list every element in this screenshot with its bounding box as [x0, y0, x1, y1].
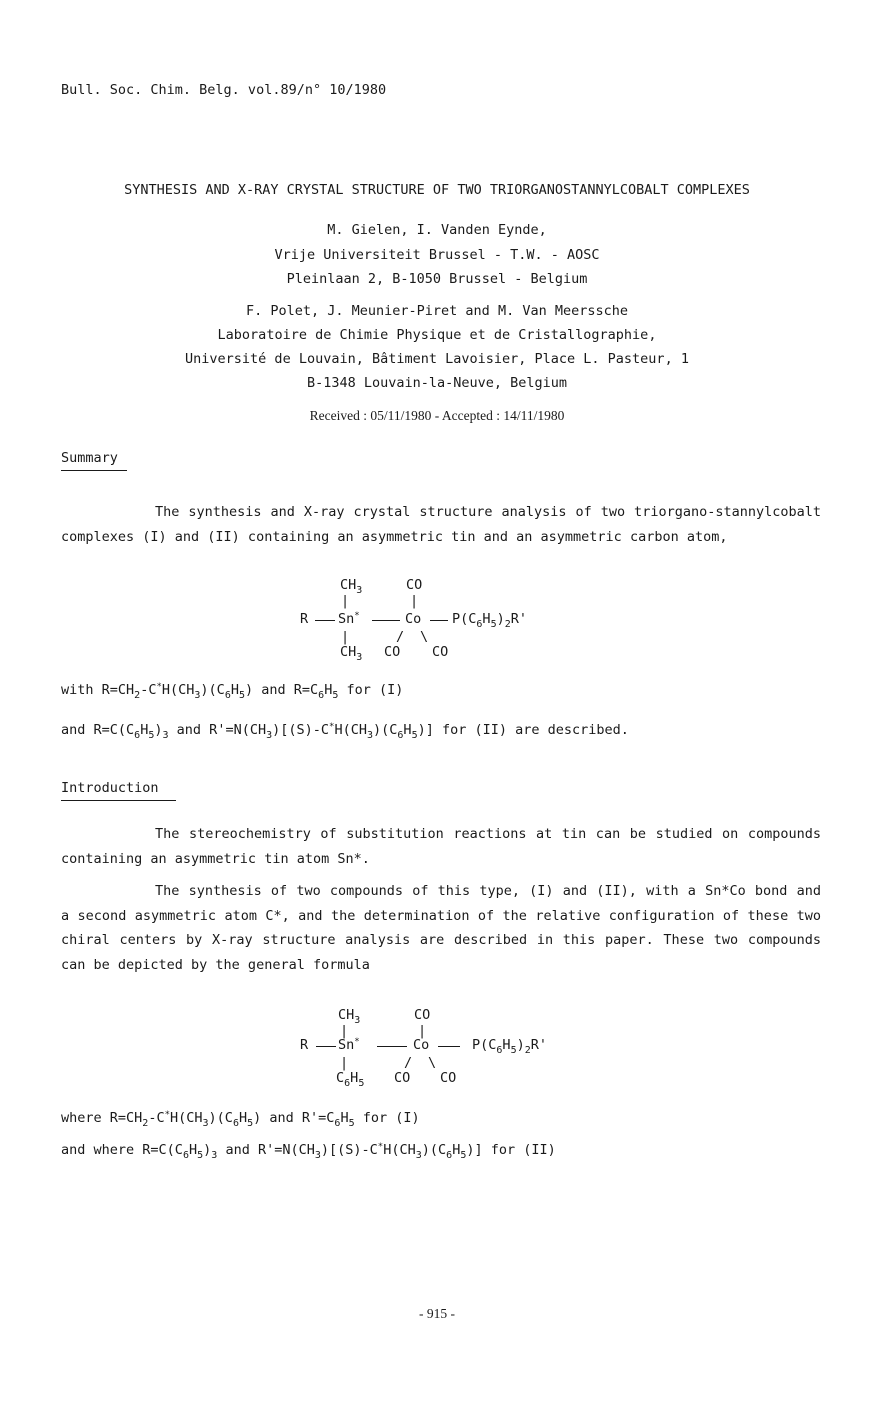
- introduction-formula-line-2: and where $R=C(C_6H_5)_3$ and $R'=N(CH_3)[(S)-C^*H(CH_3)(C_6H_5)]$ for (II): [61, 1142, 556, 1161]
- introduction-paragraph-1: The stereochemistry of substitution reactions at tin can be studied on compounds containing an asymmetric tin atom Sn*.: [61, 826, 821, 867]
- paper-title: SYNTHESIS AND X-RAY CRYSTAL STRUCTURE OF TWO TRIORGANOSTANNYLCOBALT COMPLEXES: [124, 182, 750, 198]
- page-number: - 915 -: [419, 1306, 455, 1321]
- summary-text: The synthesis and X-ray crystal structure analysis of two triorgano-stannylcobalt complexes (I) and (II) containing an asymmetric tin and an asymmetric carbon atom,: [61, 504, 821, 545]
- introduction-heading: Introduction: [61, 776, 176, 801]
- structural-formula-1: $CH_3$ CO | | R Sn* Co $P(C_6H_5)_2R'$ | / \ $CH_3$ CO CO: [300, 577, 528, 663]
- journal-reference: Bull. Soc. Chim. Belg. vol.89/n° 10/1980: [61, 82, 387, 98]
- address-2b: B-1348 Louvain-la-Neuve, Belgium: [306, 375, 568, 391]
- affiliation-1: Vrije Universiteit Brussel - T.W. - AOSC: [274, 247, 600, 263]
- summary-formula-line-2: and $R=C(C_6H_5)_3$ and $R'=N(CH_3)[(S)-C^*H(CH_3)(C_6H_5)]$ for (II) are described.: [61, 722, 629, 741]
- introduction-formula-line-1: where $R=CH_2-C^*H(CH_3)(C_6H_5)$ and $R'=C_6H_5$ for (I): [61, 1110, 420, 1129]
- address-1: Pleinlaan 2, B-1050 Brussel - Belgium: [286, 271, 588, 287]
- summary-formula-line-1: with $R=CH_2-C^*H(CH_3)(C_6H_5)$ and $R=C_6H_5$ for (I): [61, 682, 404, 701]
- introduction-paragraph-2: The synthesis of two compounds of this type, (I) and (II), with a Sn*Co bond and a second asymmetric atom C*, and the determination of the relative configuration of these two chiral centers by X-ray structure analysis are described in this paper. These two compounds can be depicted by the general formula: [61, 883, 821, 973]
- structural-formula-2: $CH_3$ CO | | R Sn* Co $P(C_6H_5)_2R'$ | / \ $C_6H_5$ CO CO: [300, 1007, 548, 1089]
- authors-group-1: M. Gielen, I. Vanden Eynde,: [327, 222, 547, 238]
- received-accepted-dates: Received : 05/11/1980 - Accepted : 14/11/1980: [309, 408, 565, 423]
- authors-group-2: F. Polet, J. Meunier-Piret and M. Van Meerssche: [245, 303, 628, 319]
- address-2a: Université de Louvain, Bâtiment Lavoisier, Place L. Pasteur, 1: [185, 351, 689, 367]
- affiliation-2: Laboratoire de Chimie Physique et de Cristallographie,: [217, 327, 657, 343]
- summary-heading: Summary: [61, 446, 127, 471]
